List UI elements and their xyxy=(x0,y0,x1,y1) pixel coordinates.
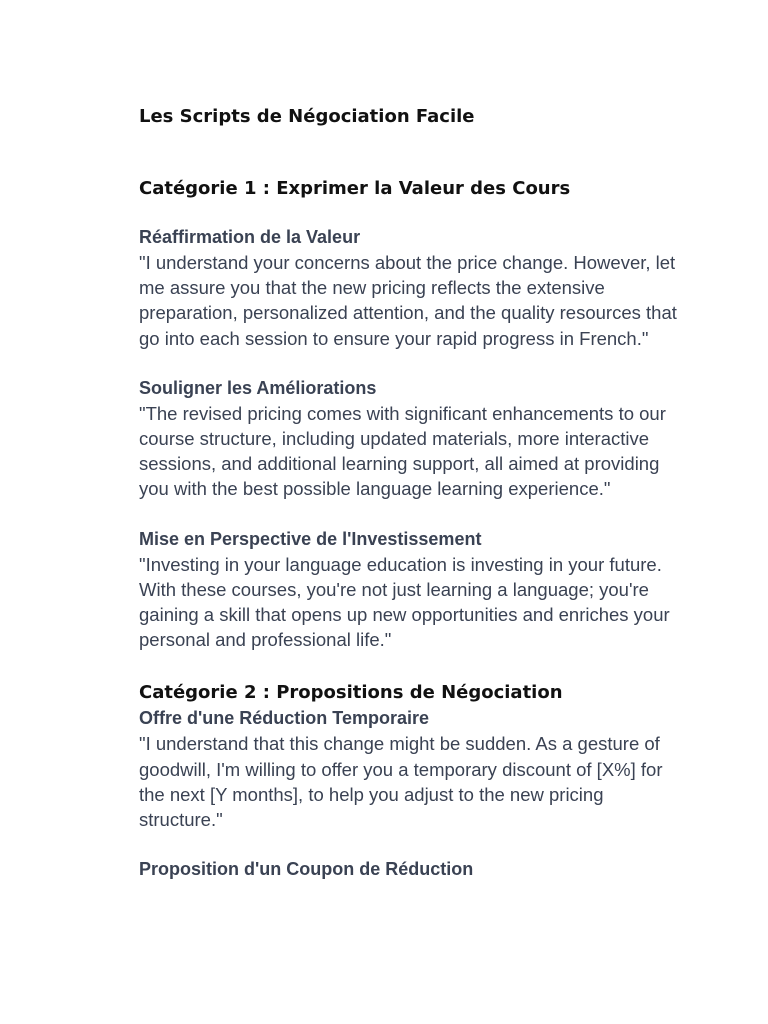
script-quote: "I understand your concerns about the price change. However, let me assure you that the new pricing reflects the extensive preparation, personalized attention, and the quality resources that go into each session to ensure your rapid progress in French." xyxy=(139,252,677,349)
section-title: Mise en Perspective de l'Investissement xyxy=(139,528,482,549)
section-title: Réaffirmation de la Valeur xyxy=(139,227,361,247)
section-title: Souligner les Améliorations xyxy=(139,377,377,398)
document-page xyxy=(139,103,679,882)
script-quote: "Investing in your language education is investing in your future. With these courses, you're not just learning a language; you're gaining a skill that opens up new opportunities and enriches your personal and professional life." xyxy=(139,553,670,651)
script-quote: "The revised pricing comes with significant enhancements to our course structure, including updated materials, more interactive sessions, and additional learning support, all aimed at providing you with the best possible language learning experience." xyxy=(139,402,666,500)
section-title: Proposition d'un Coupon de Réduction xyxy=(139,859,474,880)
document-title: Les Scripts de Négociation Facile xyxy=(139,106,475,127)
script-quote: "I understand that this change might be sudden. As a gesture of goodwill, I'm willing to offer you a temporary discount of [X%] for the next [Y months], to help you adjust to the new pricing structure." xyxy=(139,733,663,831)
category-1-heading: Catégorie 1 : Exprimer la Valeur des Cours xyxy=(139,178,571,199)
category-2-heading: Catégorie 2 : Propositions de Négociation xyxy=(139,682,563,704)
section-title: Offre d'une Réduction Temporaire xyxy=(139,708,429,729)
